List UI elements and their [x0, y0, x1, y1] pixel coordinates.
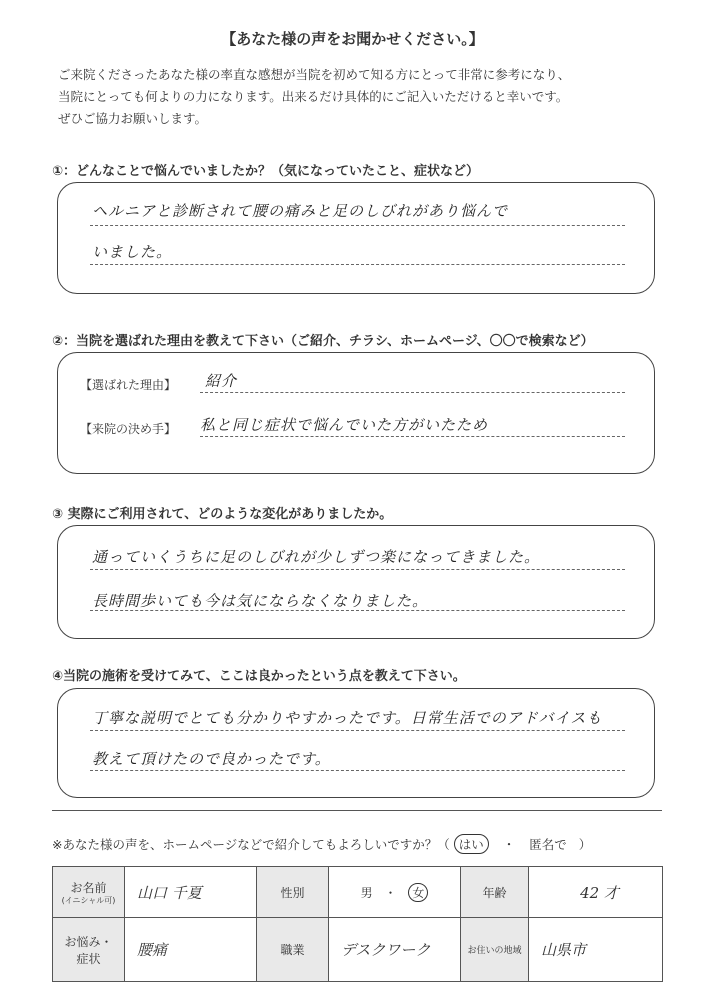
q4-dashed-line [90, 730, 625, 731]
consent-text: ※あなた様の声を、ホームページなどで紹介してもよろしいですか？（ [52, 837, 450, 852]
q2-decider-value: 私と同じ症状で悩んでいた方がいたため [200, 416, 489, 434]
gender-options [329, 867, 461, 918]
name-label-cell [53, 867, 125, 918]
concern-value[interactable]: 腰痛 [125, 918, 257, 982]
page-title: 【あなた様の声をお聞かせください。】 [221, 30, 484, 48]
area-label: お住いの地域 [461, 918, 529, 982]
q2-heading: ②：当院を選ばれた理由を教えて下さい（ご紹介、チラシ、ホームページ、〇〇で検索など） [52, 334, 594, 349]
q3-dashed-line [90, 610, 625, 611]
q1-dashed-line [90, 225, 625, 226]
q2-dashed-line [200, 436, 625, 437]
respondent-info-table [52, 866, 663, 982]
q2-decider-label: 【来院の決め手】 [80, 422, 177, 436]
consent-close: ） [578, 837, 592, 852]
concern-label: お悩み・ [64, 934, 113, 949]
q4-answer-line: 丁寧な説明でとても分かりやすかったです。日常生活でのアドバイスも [92, 709, 603, 727]
job-value[interactable]: デスクワーク [329, 918, 461, 982]
consent-separator: ・ [502, 837, 516, 852]
q4-dashed-line [90, 770, 625, 771]
q1-answer-line: いました。 [92, 243, 173, 261]
q1-dashed-line [90, 264, 625, 265]
section-divider [52, 810, 662, 811]
q1-answer-line: ヘルニアと診断されて腰の痛みと足のしびれがあり悩んで [92, 202, 509, 220]
q2-dashed-line [200, 392, 625, 393]
q1-heading: ①：どんなことで悩んでいましたか？（気になっていたこと、症状など） [52, 164, 480, 179]
gender-label: 性別 [257, 867, 329, 918]
concern-label-cell [53, 918, 125, 982]
q4-answer-line: 教えて頂けたので良かったです。 [92, 750, 331, 768]
gender-male[interactable]: 男 [360, 885, 373, 900]
q4-heading: ④当院の施術を受けてみて、ここは良かったという点を教えて下さい。 [52, 669, 466, 684]
q3-dashed-line [90, 569, 625, 570]
area-value[interactable]: 山県市 [529, 918, 663, 982]
concern-label-2: 症状 [76, 951, 101, 966]
job-label: 職業 [257, 918, 329, 982]
q2-reason-value: 紹介 [205, 372, 238, 390]
q3-heading: ③ 実際にご利用されて、どのような変化がありましたか。 [52, 507, 393, 522]
q2-answer-box [57, 352, 655, 474]
q4-answer-box [57, 688, 655, 798]
name-value[interactable]: 山口 千夏 [125, 867, 257, 918]
gender-female[interactable]: 女 [408, 883, 428, 902]
q3-answer-box [57, 525, 655, 639]
intro-text [58, 64, 678, 130]
name-sublabel: (イニシャル可) [61, 895, 116, 905]
consent-option-anonymous[interactable]: 匿名で [529, 837, 567, 852]
intro-line: ぜひご協力お願いします。 [58, 111, 208, 126]
q1-answer-box [57, 182, 655, 294]
age-label: 年齢 [461, 867, 529, 918]
gender-separator: ・ [384, 885, 397, 900]
age-value[interactable]: 42 才 [529, 867, 663, 918]
q2-reason-label: 【選ばれた理由】 [80, 378, 177, 392]
name-label: お名前 [70, 880, 107, 895]
intro-line: 当院にとっても何よりの力になります。出来るだけ具体的にご記入いただけると幸いです。 [58, 89, 569, 104]
intro-line: ご来院くださったあなた様の率直な感想が当院を初めて知る方にとって非常に参考になり、 [58, 67, 571, 82]
q3-answer-line: 長時間歩いても今は気にならなくなりました。 [92, 592, 429, 610]
consent-option-yes[interactable]: はい [454, 834, 489, 854]
q3-answer-line: 通っていくうちに足のしびれが少しずつ楽になってきました。 [92, 548, 541, 566]
consent-question [52, 834, 591, 854]
